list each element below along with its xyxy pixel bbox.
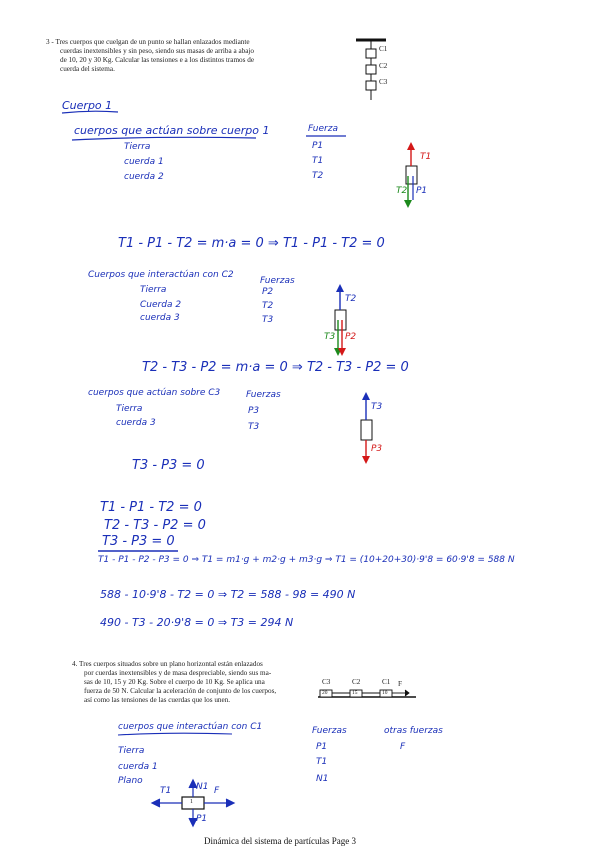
diagram-label-c2: C2 [352,678,361,686]
diagram-label-c1: C1 [379,45,388,53]
body4-other-force: F [400,742,406,752]
diagram-label-f: F [398,680,402,688]
body2-force: T3 [262,315,274,325]
body3-subtitle: cuerpos que actúan sobre C3 [88,388,221,398]
body1-item: cuerda 1 [124,157,164,167]
problem-4-line: sas de 10, 15 y 20 Kg. Sobre el cuerpo de 10 Kg. Se aplica una [84,678,265,686]
fbd4-label-top: N1 [196,782,209,792]
system-eq1: T1 - P1 - T2 = 0 [100,500,202,515]
body1-force: T2 [312,171,324,181]
body3-equation: T3 - P3 = 0 [132,458,205,473]
body4-other-header: otras fuerzas [384,726,443,736]
body1-forces-header: Fuerza [308,124,338,134]
body3-forces-header: Fuerzas [246,390,281,400]
fbd-body1 [404,142,417,208]
fbd4-box-label: 1 [190,799,193,805]
body4-item: cuerda 1 [118,762,158,772]
body4-force: T1 [316,757,328,767]
body4-item: Tierra [118,746,145,756]
diagram-mass-c3: 20 [322,690,328,696]
system-eq3: T3 - P3 = 0 [102,534,175,549]
fbd1-label-bottom: P1 [416,186,428,196]
page-footer: Dinámica del sistema de partículas Page 3 [204,836,356,846]
body4-forces-header: Fuerzas [312,726,347,736]
problem-4-statement [72,660,322,705]
body2-item: cuerda 3 [140,313,180,323]
diagram-label-c1: C1 [382,678,391,686]
body2-item: Tierra [140,285,167,295]
fbd4-label-left: T1 [160,786,172,796]
fbd4-label-right: F [214,786,220,796]
body4-item: Plano [118,776,143,786]
problem-3-line: cuerdas inextensibles y sin peso, siendo sus masas de arriba a abajo [60,47,255,55]
fbd2-label-top: T2 [345,294,357,304]
problem-4-line: así como las tensiones de las cuerdas que los unen. [84,696,231,704]
fbd2-label-bottom: P2 [345,332,357,342]
problem-4-line: 4. Tres cuerpos situados sobre un plano horizontal están enlazados [72,660,263,668]
body3-item: Tierra [116,404,143,414]
problem-3-line: 3 - Tres cuerpos que cuelgan de un punto se hallan enlazados mediante [46,38,250,46]
body1-equation: T1 - P1 - T2 = m·a = 0 ⇒ T1 - P1 - T2 = 0 [118,236,385,251]
body2-subtitle: Cuerpos que interactúan con C2 [88,270,234,280]
system-step2: 588 - 10·9'8 - T2 = 0 ⇒ T2 = 588 - 98 = 490 N [100,588,356,601]
system-sum: T1 - P1 - P2 - P3 = 0 ⇒ T1 = m1·g + m2·g + m3·g ⇒ T1 = (10+20+30)·9'8 = 60·9'8 = 588 N [98,555,515,565]
body2-forces-header: Fuerzas [260,276,295,286]
fbd3-label-top: T3 [371,402,383,412]
body1-item: Tierra [124,142,151,152]
body2-force: T2 [262,301,274,311]
fbd4-label-bottom: P1 [196,814,208,824]
fbd1-label-left: T2 [396,186,408,196]
diagram-label-c2: C2 [379,62,388,70]
diagram-label-c3: C3 [322,678,331,686]
horizontal-bodies-diagram [318,690,416,697]
system-step3: 490 - T3 - 20·9'8 = 0 ⇒ T3 = 294 N [100,616,294,629]
fbd1-label-top: T1 [420,152,432,162]
body4-force: N1 [316,774,329,784]
body3-item: cuerda 3 [116,418,156,428]
system-eq2: T2 - T3 - P2 = 0 [104,518,206,533]
problem-4-line: por cuerdas inextensibles y de masa despreciable, siendo sus ma- [84,669,272,677]
diagram-label-c3: C3 [379,78,388,86]
body1-force: T1 [312,156,324,166]
body2-force: P2 [262,287,274,297]
problem-4-line: fuerza de 50 N. Calcular la aceleración de conjunto de los cuerpos, [84,687,277,695]
problem-3-line: cuerda del sistema. [60,65,115,73]
fbd2-label-left: T3 [324,332,336,342]
problem-3-line: de 10, 20 y 30 Kg. Calcular las tensiones e a los distintos tramos de [60,56,255,64]
body1-title: Cuerpo 1 [62,99,113,112]
body3-force: T3 [248,422,260,432]
body3-force: P3 [248,406,260,416]
problem-3-statement [46,38,316,74]
body1-item: cuerda 2 [124,172,164,182]
diagram-mass-c1: 10 [382,690,388,696]
body4-subtitle: cuerpos que interactúan con C1 [118,722,263,732]
fbd3-label-bottom: P3 [371,444,383,454]
body1-subtitle: cuerpos que actúan sobre cuerpo 1 [74,124,270,137]
diagram-mass-c2: 15 [352,690,358,696]
body4-force: P1 [316,742,328,752]
body2-item: Cuerda 2 [140,300,182,310]
body2-equation: T2 - T3 - P2 = m·a = 0 ⇒ T2 - T3 - P2 = 0 [142,360,409,375]
body1-force: P1 [312,141,324,151]
